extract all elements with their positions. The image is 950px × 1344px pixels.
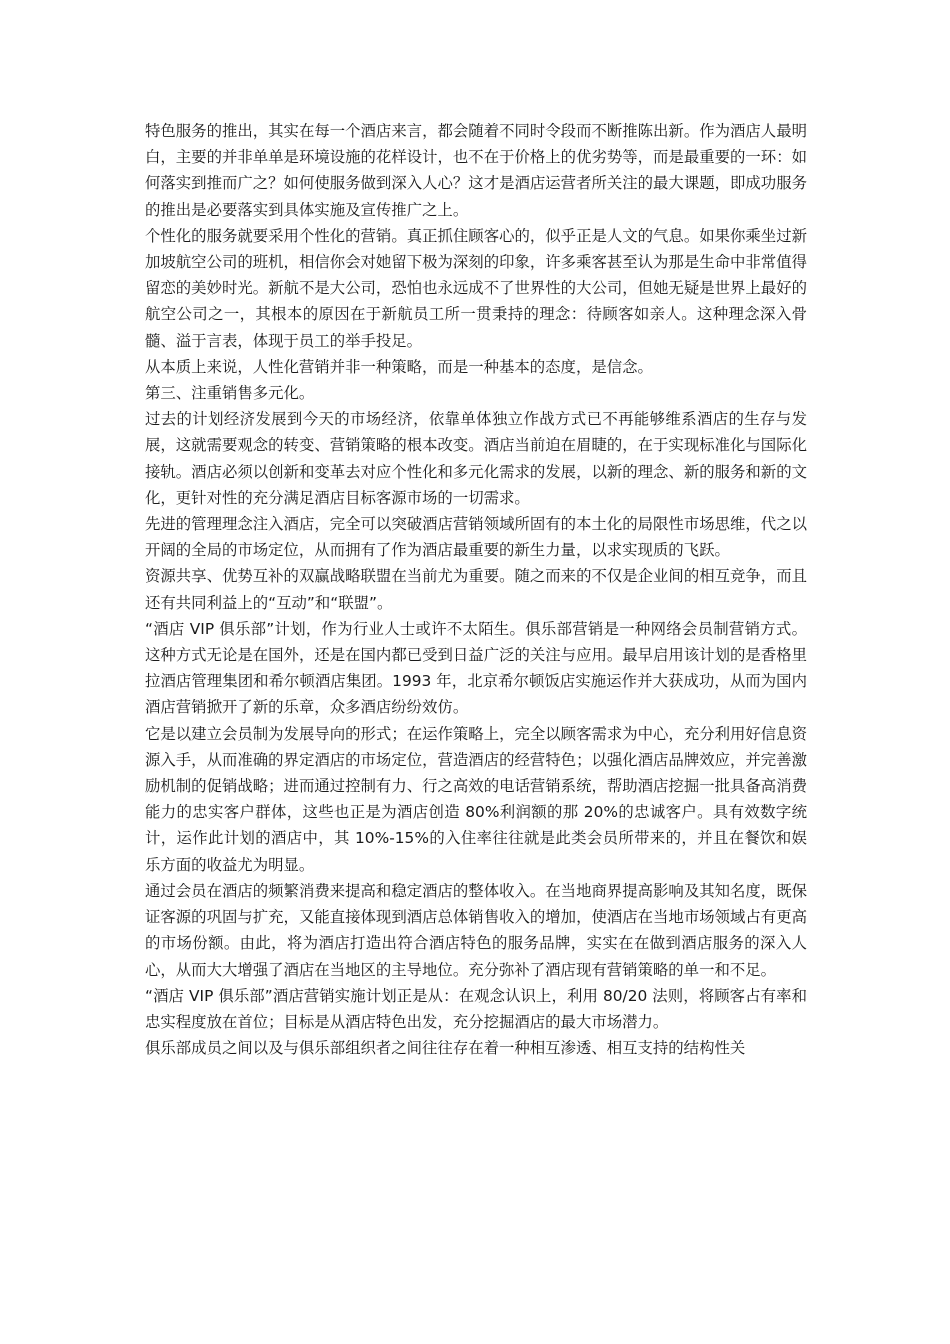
paragraph-2: 个性化的服务就要采用个性化的营销。真正抓住顾客心的，似乎正是人文的气息。如果你乘坐过新加坡航空公司的班机，相信你会对她留下极为深刻的印象，许多乘客甚至认为那是生命中非常值得留恋的美妙时光。新航不是大公司，恐怕也永远成不了世界性的大公司，但她无疑是世界上最好的航空公司之一，其根本的原因在于新航员工所一贯秉持的理念：待顾客如亲人。这种理念深入骨髓、溢于言表，体现于员工的举手投足。	[145, 226, 807, 350]
paragraph-7: 资源共享、优势互补的双赢战略联盟在当前尤为重要。随之而来的不仅是企业间的相互竞争，而且还有共同利益上的“互动”和“联盟”。	[145, 567, 807, 612]
paragraph-6: 先进的管理理念注入酒店，完全可以突破酒店营销领域所固有的本土化的局限性市场思维，代之以开阔的全局的市场定位，从而拥有了作为酒店最重要的新生力量，以求实现质的飞跃。	[145, 515, 807, 560]
paragraph-11: “酒店 VIP 俱乐部”酒店营销实施计划正是从：在观念认识上，利用 80/20 法则，将顾客占有率和忠实程度放在首位；目标是从酒店特色出发，充分挖掘酒店的最大市场潜力。	[145, 986, 807, 1031]
paragraph-12: 俱乐部成员之间以及与俱乐部组织者之间往往存在着一种相互渗透、相互支持的结构性关	[145, 1039, 746, 1058]
paragraph-5: 过去的计划经济发展到今天的市场经济，依靠单体独立作战方式已不再能够维系酒店的生存与发展，这就需要观念的转变、营销策略的根本改变。酒店当前迫在眉睫的，在于实现标准化与国际化接轨。酒店必须以创新和变革去对应个性化和多元化需求的发展，以新的理念、新的服务和新的文化，更针对性的充分满足酒店目标客源市场的一切需求。	[145, 410, 807, 507]
paragraph-8: “酒店 VIP 俱乐部”计划，作为行业人士或许不太陌生。俱乐部营销是一种网络会员制营销方式。这种方式无论是在国外，还是在国内都已受到日益广泛的关注与应用。最早启用该计划的是香格里拉酒店管理集团和希尔顿酒店集团。1993 年，北京希尔顿饭店实施运作并大获成功，从而为国内酒店营销掀开了新的乐章，众多酒店纷纷效仿。	[145, 619, 807, 717]
paragraph-3: 从本质上来说，人性化营销并非一种策略，而是一种基本的态度，是信念。	[145, 357, 653, 376]
paragraph-9: 它是以建立会员制为发展导向的形式；在运作策略上，完全以顾客需求为中心，充分利用好信息资源入手，从而准确的界定酒店的市场定位，营造酒店的经营特色；以强化酒店品牌效应，并完善激励机制的促销战略；进而通过控制有力、行之高效的电话营销系统，帮助酒店挖掘一批具备高消费能力的忠实客户群体，这些也正是为酒店创造 80%利润额的那 20%的忠诚客户。具有效数字统计，运作此计划的酒店中，其 10%-15%的入住率往往就是此类会员所带来的，并且在餐饮和娱乐方面的收益尤为明显。	[145, 724, 807, 874]
document-body	[145, 118, 807, 1061]
section-heading: 第三、注重销售多元化。	[145, 384, 315, 403]
paragraph-1: 特色服务的推出，其实在每一个酒店来言，都会随着不同时令段而不断推陈出新。作为酒店人最明白，主要的并非单单是环境设施的花样设计，也不在于价格上的优劣势等，而是最重要的一环：如何落实到推而广之？如何使服务做到深入人心？这才是酒店运营者所关注的最大课题，即成功服务的推出是必要落实到具体实施及宣传推广之上。	[145, 122, 807, 219]
paragraph-10: 通过会员在酒店的频繁消费来提高和稳定酒店的整体收入。在当地商界提高影响及其知名度，既保证客源的巩固与扩充，又能直接体现到酒店总体销售收入的增加，使酒店在当地市场领域占有更高的市场份额。由此，将为酒店打造出符合酒店特色的服务品牌，实实在在做到酒店服务的深入人心，从而大大增强了酒店在当地区的主导地位。充分弥补了酒店现有营销策略的单一和不足。	[145, 881, 807, 979]
